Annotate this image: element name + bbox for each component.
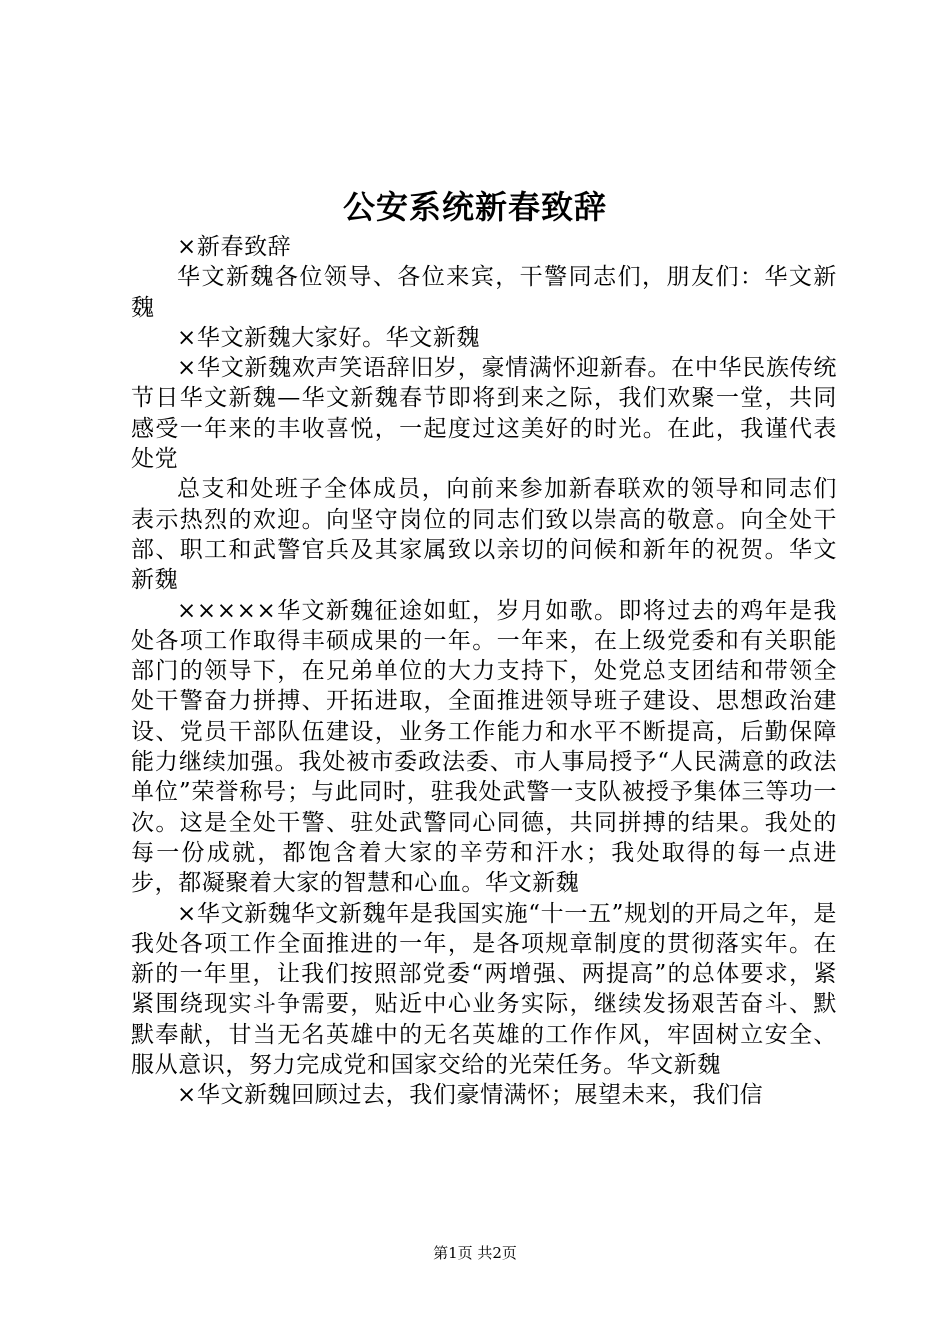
paragraph: 总支和处班子全体成员，向前来参加新春联欢的领导和同志们表示热烈的欢迎。向坚守岗位的同志们致以崇高的敬意。向全处干部、职工和武警官兵及其家属致以亲切的问候和新年的祝贺。华文新魏 bbox=[131, 476, 837, 594]
document-title: 公安系统新春致辞 bbox=[342, 188, 607, 226]
paragraph: ×华文新魏华文新魏年是我国实施“十一五”规划的开局之年，是我处各项工作全面推进的一年，是各项规章制度的贯彻落实年。在新的一年里，让我们按照部党委“两增强、两提高”的总体要求，紧紧围绕现实斗争需要，贴近中心业务实际，继续发扬艰苦奋斗、默默奉献，甘当无名英雄中的无名英雄的工作作风，牢固树立安全、服从意识，努力完成党和国家交给的光荣任务。华文新魏 bbox=[131, 900, 837, 1079]
paragraph: ×新春致辞 bbox=[177, 234, 292, 260]
paragraph: ×华文新魏回顾过去，我们豪情满怀；展望未来，我们信 bbox=[177, 1082, 764, 1109]
paragraph: ×××××华文新魏征途如虹，岁月如歌。即将过去的鸡年是我处各项工作取得丰硕成果的一年。一年来，在上级党委和有关职能部门的领导下，在兄弟单位的大力支持下，处党总支团结和带领全处干警奋力拼搏、开拓进取，全面推进领导班子建设、思想政治建设、党员干部队伍建设，业务工作能力和水平不断提高，后勤保障能力继续加强。我处被市委政法委、市人事局授予“人民满意的政法单位”荣誉称号；与此同时，驻我处武警一支队被授予集体三等功一次。这是全处干警、驻处武警同心同德，共同拼搏的结果。我处的每一份成就，都饱含着大家的辛劳和汗水；我处取得的每一点进步，都凝聚着大家的智慧和心血。华文新魏 bbox=[131, 597, 837, 897]
page-footer: 第1页 共2页 bbox=[433, 1244, 517, 1262]
paragraph: ×华文新魏欢声笑语辞旧岁，豪情满怀迎新春。在中华民族传统节日华文新魏—华文新魏春节即将到来之际，我们欢聚一堂，共同感受一年来的丰收喜悦，一起度过这美好的时光。在此，我谨代表处党 bbox=[131, 355, 837, 473]
paragraph: ×华文新魏大家好。华文新魏 bbox=[177, 324, 481, 351]
document-body bbox=[131, 232, 837, 1111]
paragraph: 华文新魏各位领导、各位来宾，干警同志们，朋友们：华文新魏 bbox=[131, 264, 837, 321]
